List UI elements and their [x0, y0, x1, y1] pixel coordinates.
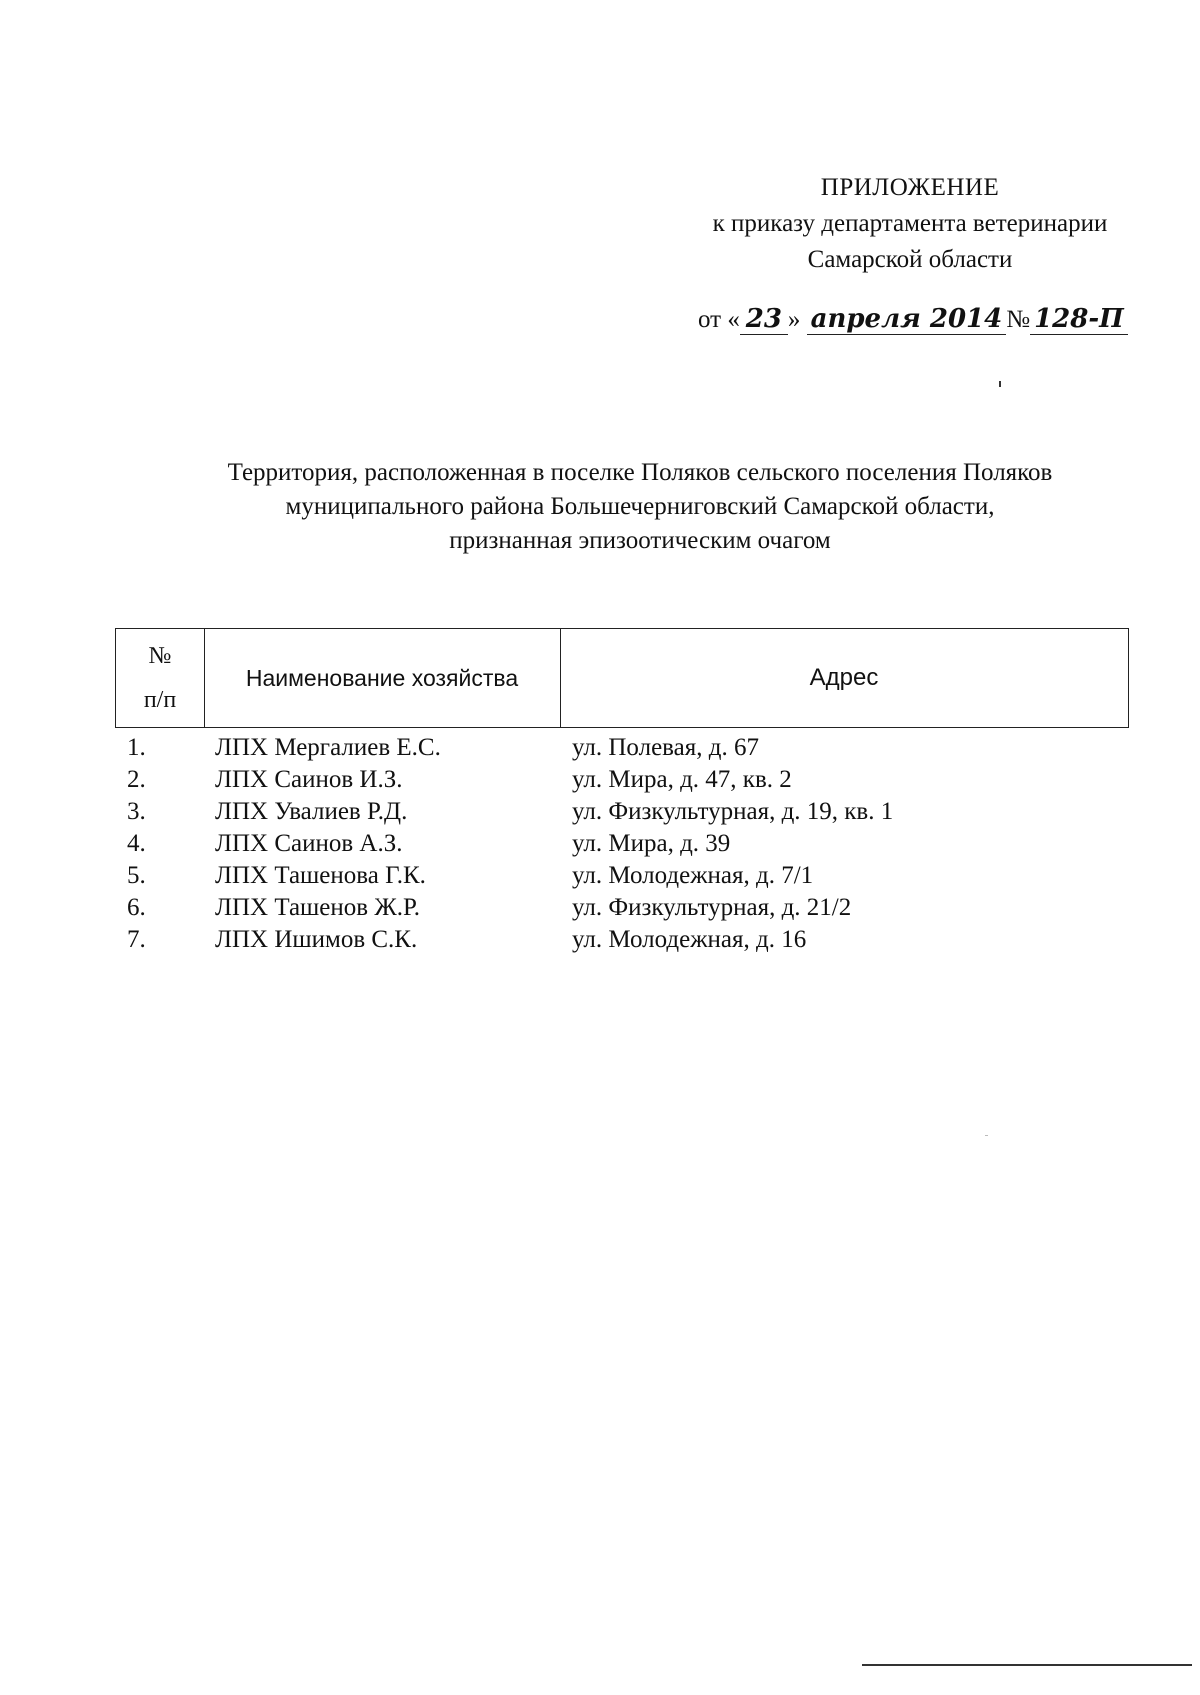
row-farm-name: ЛПХ Ташенова Г.К.: [215, 862, 426, 889]
table-row: [115, 860, 1129, 892]
heading-line-1: Территория, расположенная в поселке Поляков сельского поселения Поляков: [227, 459, 1053, 486]
row-number: 4.: [127, 830, 146, 857]
row-farm-name: ЛПХ Ташенов Ж.Р.: [215, 894, 421, 921]
row-address: ул. Мира, д. 47, кв. 2: [572, 766, 792, 793]
handwritten-month-year: апреля 2014: [807, 304, 1007, 335]
row-number: 7.: [127, 926, 146, 953]
table-body: [115, 732, 1129, 956]
heading-line-3: признанная эпизоотическим очагом: [449, 527, 831, 554]
row-address: ул. Полевая, д. 67: [572, 734, 759, 761]
order-date-line: [698, 300, 1128, 340]
table-header: [115, 628, 1129, 728]
row-number: 2.: [127, 766, 146, 793]
row-number: 6.: [127, 894, 146, 921]
header-farm-name: Наименование хозяйства: [204, 629, 561, 727]
appendix-title: ПРИЛОЖЕНИЕ: [820, 174, 1000, 201]
header-address: Адрес: [809, 664, 879, 691]
row-number: 1.: [127, 734, 146, 761]
footer-rule: [862, 1664, 1192, 1666]
row-number: 3.: [127, 798, 146, 825]
document-heading: [160, 456, 1120, 558]
header-number-pp: п/п: [143, 687, 177, 713]
order-quote-close: »: [787, 306, 801, 333]
farms-table: [115, 628, 1129, 956]
appendix-line-1: к приказу департамента ветеринарии: [712, 210, 1108, 237]
table-row: [115, 732, 1129, 764]
table-row: [115, 924, 1129, 956]
header-number: [116, 629, 205, 727]
row-farm-name: ЛПХ Увалиев Р.Д.: [215, 798, 408, 825]
appendix-block: [600, 170, 1200, 278]
row-address: ул. Физкультурная, д. 21/2: [572, 894, 852, 921]
handwritten-day: 23: [740, 304, 788, 335]
row-farm-name: ЛПХ Саинов И.З.: [215, 766, 403, 793]
row-farm-name: ЛПХ Ишимов С.К.: [215, 926, 418, 953]
order-prefix: от «: [698, 306, 740, 333]
appendix-line-2: Самарской области: [807, 246, 1013, 273]
row-address: ул. Молодежная, д. 7/1: [572, 862, 814, 889]
header-number-sign: №: [148, 643, 172, 669]
order-number-sign: №: [1006, 306, 1031, 333]
row-farm-name: ЛПХ Мергалиев Е.С.: [215, 734, 441, 761]
row-address: ул. Молодежная, д. 16: [572, 926, 807, 953]
table-row: [115, 828, 1129, 860]
row-address: ул. Мира, д. 39: [572, 830, 731, 857]
stray-mark: [999, 381, 1001, 387]
heading-line-2: муниципального района Большечерниговский Самарской области,: [285, 493, 995, 520]
scan-speck: [985, 1135, 988, 1136]
row-address: ул. Физкультурная, д. 19, кв. 1: [572, 798, 894, 825]
row-farm-name: ЛПХ Саинов А.З.: [215, 830, 403, 857]
table-row: [115, 796, 1129, 828]
table-row: [115, 892, 1129, 924]
table-row: [115, 764, 1129, 796]
row-number: 5.: [127, 862, 146, 889]
handwritten-order-number: 128-П: [1030, 304, 1128, 335]
